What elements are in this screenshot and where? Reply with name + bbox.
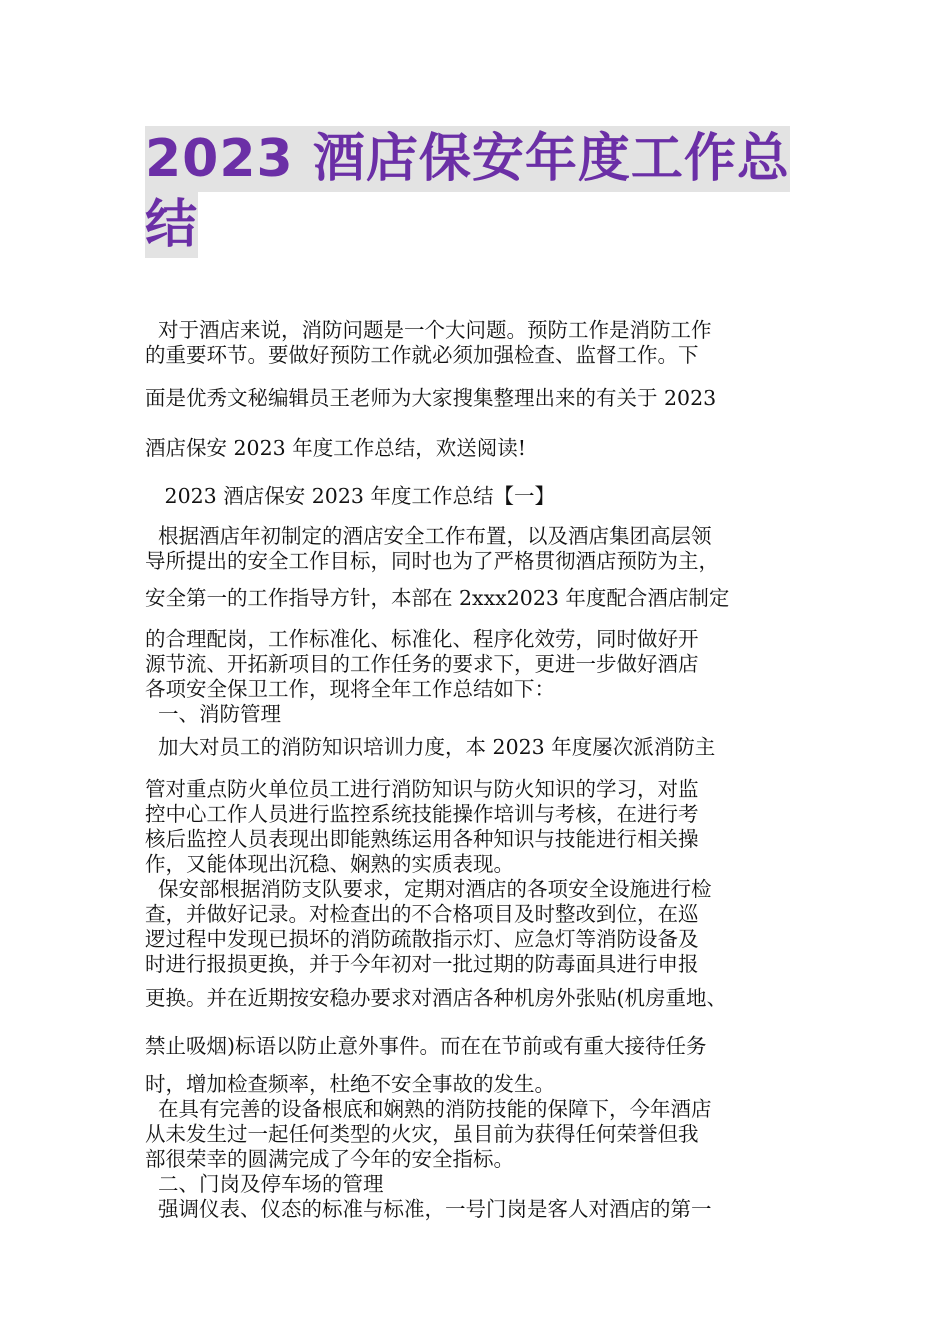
document-title bbox=[145, 126, 810, 258]
body-text-line: 禁止吸烟)标语以防止意外事件。而在在节前或有重大接待任务 bbox=[145, 1034, 707, 1058]
body-text-line: 强调仪表、仪态的标准与标准，一号门岗是客人对酒店的第一 bbox=[145, 1197, 712, 1221]
body-text-line: 一、消防管理 bbox=[145, 702, 282, 726]
body-text-line: 管对重点防火单位员工进行消防知识与防火知识的学习，对监 bbox=[145, 777, 699, 801]
body-text-line: 控中心工作人员进行监控系统技能操作培训与考核，在进行考 bbox=[145, 802, 699, 826]
body-text-line: 酒店保安 2023 年度工作总结，欢送阅读! bbox=[145, 436, 526, 460]
body-text-line: 作，又能体现出沉稳、娴熟的实质表现。 bbox=[145, 852, 514, 876]
body-text-line: 2023 酒店保安 2023 年度工作总结【一】 bbox=[145, 484, 555, 508]
body-text-line: 从未发生过一起任何类型的火灾，虽目前为获得任何荣誉但我 bbox=[145, 1122, 699, 1146]
body-text-line: 各项安全保卫工作，现将全年工作总结如下： bbox=[145, 677, 555, 701]
body-text-line: 逻过程中发现已损坏的消防疏散指示灯、应急灯等消防设备及 bbox=[145, 927, 699, 951]
body-text-line: 查，并做好记录。对检查出的不合格项目及时整改到位，在巡 bbox=[145, 902, 699, 926]
body-text-line: 根据酒店年初制定的酒店安全工作布置，以及酒店集团高层领 bbox=[145, 524, 712, 548]
body-text-line: 加大对员工的消防知识培训力度，本 2023 年度屡次派消防主 bbox=[145, 735, 716, 759]
body-text-line: 核后监控人员表现出即能熟练运用各种知识与技能进行相关操 bbox=[145, 827, 699, 851]
body-text-line: 在具有完善的设备根底和娴熟的消防技能的保障下，今年酒店 bbox=[145, 1097, 712, 1121]
body-text-line: 部很荣幸的圆满完成了今年的安全指标。 bbox=[145, 1147, 514, 1171]
body-text-line: 导所提出的安全工作目标，同时也为了严格贯彻酒店预防为主， bbox=[145, 549, 719, 573]
body-text-line: 的合理配岗，工作标准化、标准化、程序化效劳，同时做好开 bbox=[145, 627, 699, 651]
body-text-line: 的重要环节。要做好预防工作就必须加强检查、监督工作。下 bbox=[145, 343, 699, 367]
body-text-line: 时进行报损更换，并于今年初对一批过期的防毒面具进行申报 bbox=[145, 952, 699, 976]
body-text-line: 安全第一的工作指导方针，本部在 2xxx2023 年度配合酒店制定 bbox=[145, 586, 730, 610]
title-line-1: 2023 酒店保安年度工作总 bbox=[145, 126, 790, 192]
title-line-2: 结 bbox=[145, 192, 198, 258]
body-text-line: 源节流、开拓新项目的工作任务的要求下，更进一步做好酒店 bbox=[145, 652, 699, 676]
body-text-line: 保安部根据消防支队要求，定期对酒店的各项安全设施进行检 bbox=[145, 877, 712, 901]
body-text-line: 更换。并在近期按安稳办要求对酒店各种机房外张贴(机房重地、 bbox=[145, 986, 727, 1010]
body-text-line: 时，增加检查频率，杜绝不安全事故的发生。 bbox=[145, 1072, 555, 1096]
body-text-line: 对于酒店来说，消防问题是一个大问题。预防工作是消防工作 bbox=[145, 318, 712, 342]
body-text-line: 面是优秀文秘编辑员王老师为大家搜集整理出来的有关于 2023 bbox=[145, 386, 717, 410]
body-text-line: 二、门岗及停车场的管理 bbox=[145, 1172, 384, 1196]
